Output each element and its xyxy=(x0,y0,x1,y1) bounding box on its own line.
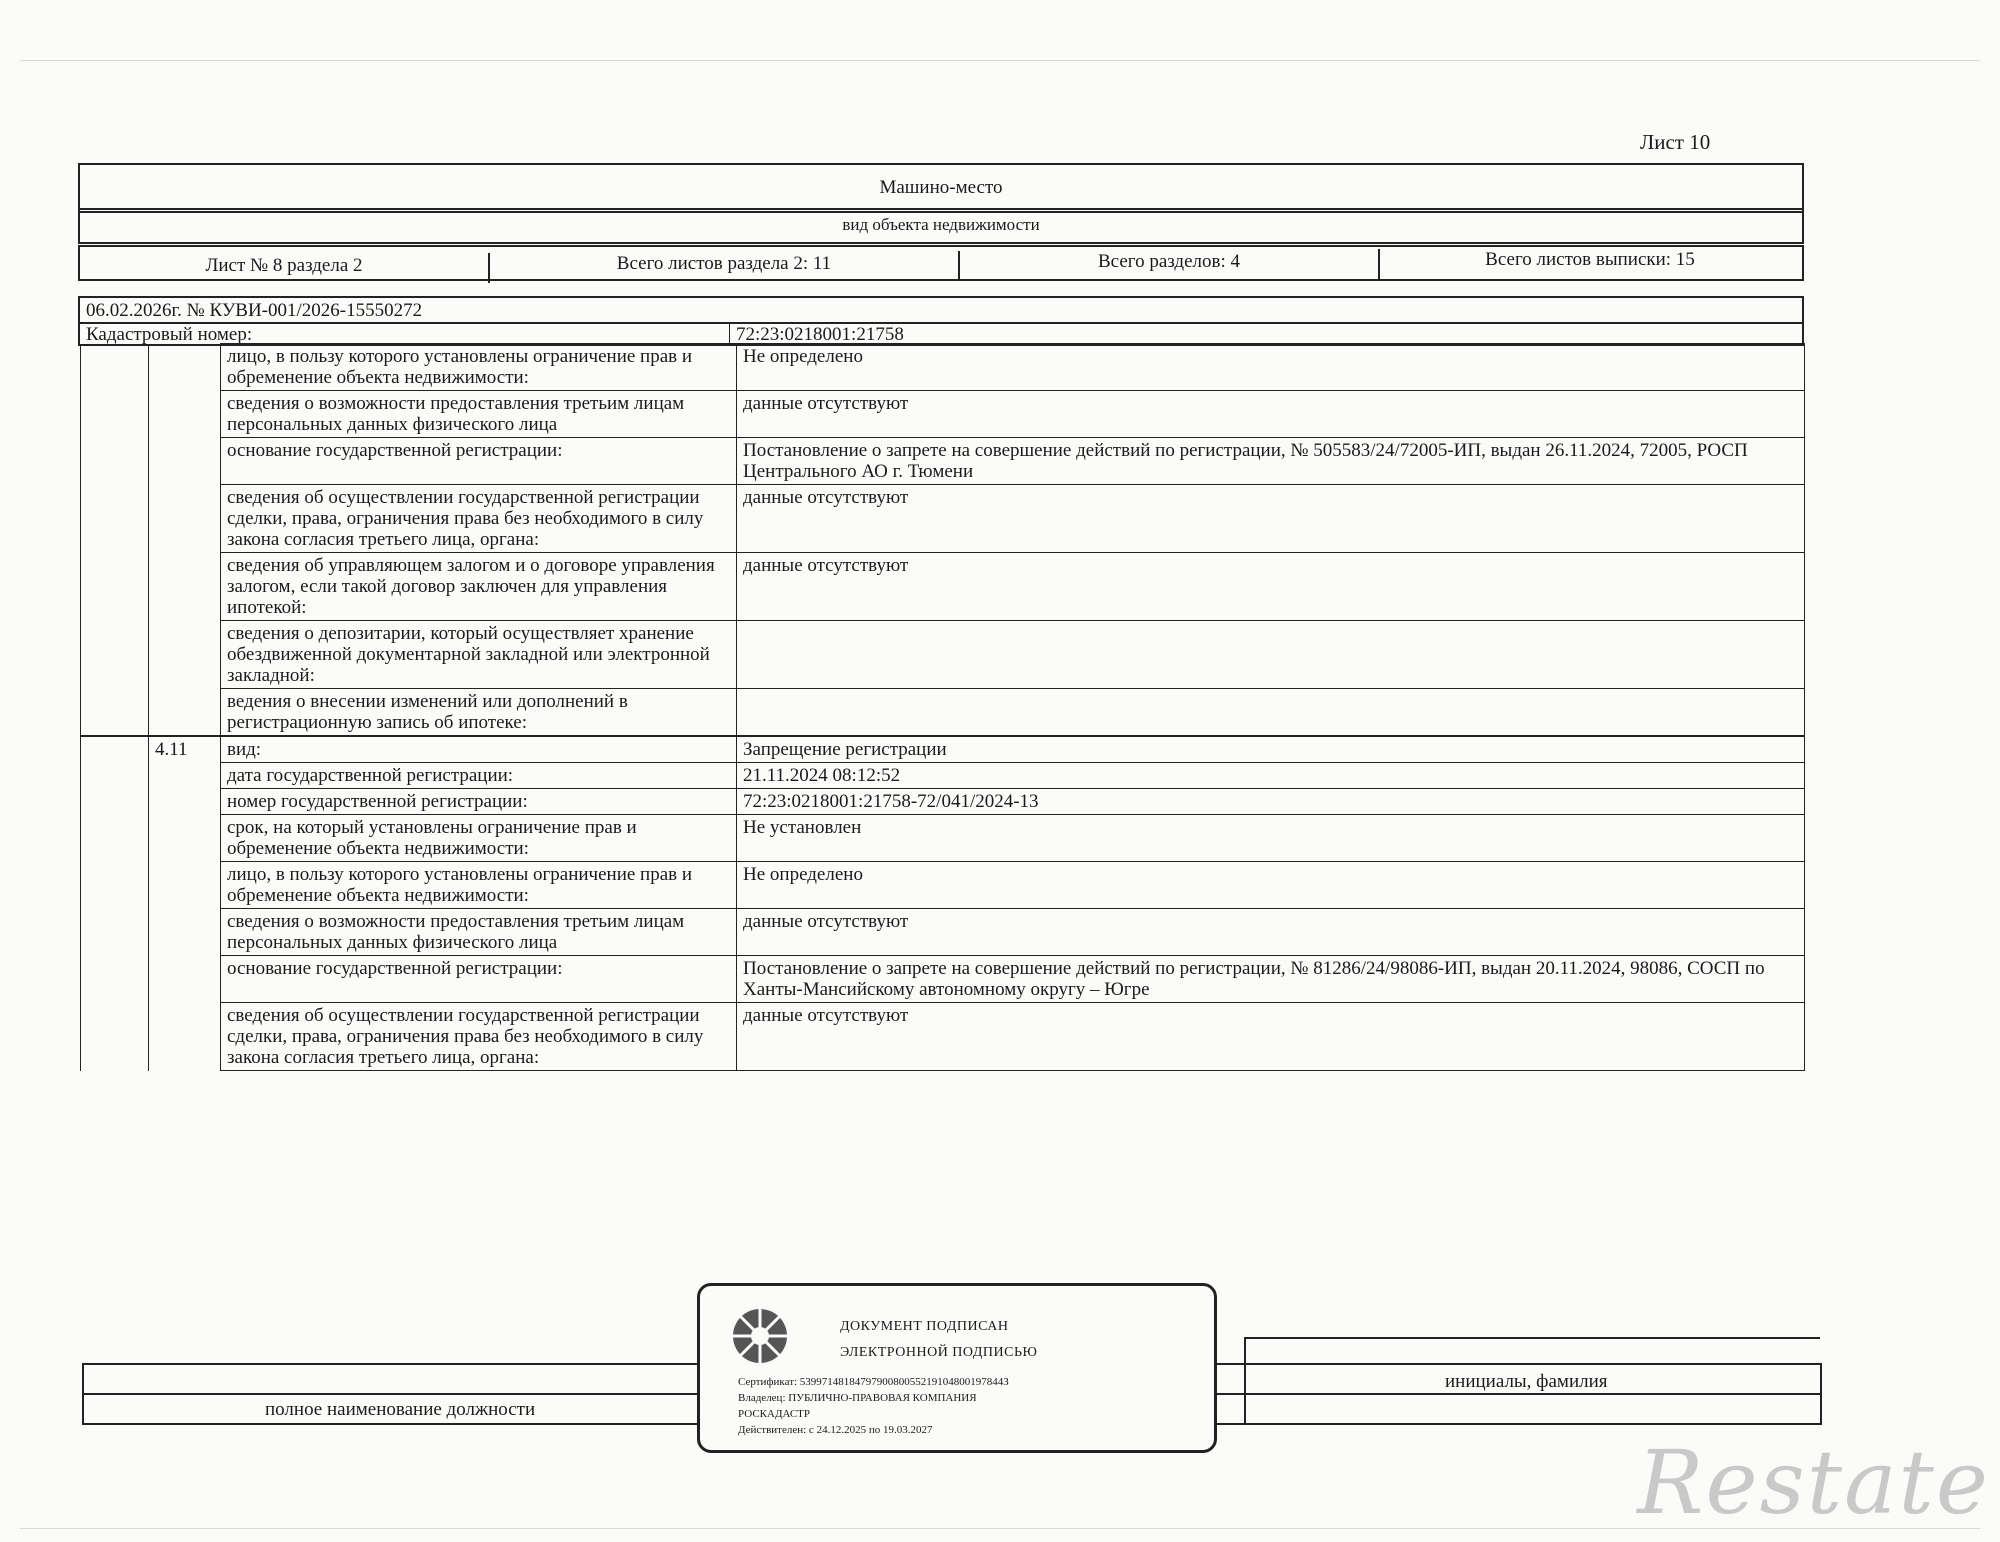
stamp-validity: Действителен: с 24.12.2025 по 19.03.2027 xyxy=(738,1424,933,1436)
table-row xyxy=(81,689,1805,737)
row-number xyxy=(149,438,221,485)
row-label: сведения о депозитарии, который осуществляет хранение обездвиженной документарной закладной или электронной закладной: xyxy=(221,621,737,689)
row-label: вид: xyxy=(221,736,737,763)
row-label: дата государственной регистрации: xyxy=(221,763,737,789)
row-margin xyxy=(81,763,149,789)
table-row xyxy=(81,862,1805,909)
table-row xyxy=(81,391,1805,438)
row-margin xyxy=(81,391,149,438)
initials-caption: инициалы, фамилия xyxy=(1445,1371,1608,1392)
table-row xyxy=(81,736,1805,763)
row-margin xyxy=(81,553,149,621)
row-label: основание государственной регистрации: xyxy=(221,956,737,1003)
row-number xyxy=(149,789,221,815)
row-margin xyxy=(81,956,149,1003)
position-caption: полное наименование должности xyxy=(265,1399,536,1420)
stamp-owner: Владелец: ПУБЛИЧНО-ПРАВОВАЯ КОМПАНИЯ РОСКАДАСТР xyxy=(738,1392,977,1420)
row-label: ведения о внесении изменений или дополнений в регистрационную запись об ипотеке: xyxy=(221,689,737,737)
row-value: данные отсутствуют xyxy=(737,1003,1805,1071)
row-value: Не определено xyxy=(737,862,1805,909)
row-label: лицо, в пользу которого установлены ограничение прав и обременение объекта недвижимости: xyxy=(221,862,737,909)
stamp-title xyxy=(840,1314,1037,1366)
row-number xyxy=(149,956,221,1003)
row-value: 72:23:0218001:21758-72/041/2024-13 xyxy=(737,789,1805,815)
row-margin xyxy=(81,689,149,737)
electronic-signature-stamp xyxy=(697,1283,1217,1453)
row-margin xyxy=(81,815,149,862)
roskadastr-emblem-icon xyxy=(730,1306,790,1366)
row-value: данные отсутствуют xyxy=(737,909,1805,956)
stamp-line1: ДОКУМЕНТ ПОДПИСАН xyxy=(840,1319,1009,1334)
table-row xyxy=(81,621,1805,689)
row-margin xyxy=(81,736,149,763)
total-section-sheets: Всего листов раздела 2: 11 xyxy=(490,251,960,281)
cadastral-label: Кадастровый номер: xyxy=(80,322,730,346)
row-margin xyxy=(81,344,149,391)
row-number xyxy=(149,815,221,862)
object-caption-box xyxy=(78,208,1804,244)
row-margin xyxy=(81,789,149,815)
row-number: 4.11 xyxy=(149,736,221,763)
table-row xyxy=(81,909,1805,956)
row-margin xyxy=(81,909,149,956)
table-row xyxy=(81,956,1805,1003)
row-value: Постановление о запрете на совершение действий по регистрации, № 505583/24/72005-ИП, выдан 26.11.2024, 72005, РОСП Центрального АО г. Тюмени xyxy=(737,438,1805,485)
restate-watermark: Restate xyxy=(1637,1431,1990,1534)
row-number xyxy=(149,344,221,391)
row-label: сведения об осуществлении государственной регистрации сделки, права, ограничения права без необходимого в силу закона согласия третьего лица, органа: xyxy=(221,1003,737,1071)
stamp-certificate: Сертификат: 5399714818479790080055219104800197844З xyxy=(738,1376,1009,1388)
row-margin xyxy=(81,621,149,689)
row-number xyxy=(149,763,221,789)
table-row xyxy=(81,789,1805,815)
object-type-box xyxy=(78,163,1804,213)
cadastral-value: 72:23:0218001:21758 xyxy=(736,324,904,345)
row-value xyxy=(737,689,1805,737)
row-label: лицо, в пользу которого установлены ограничение прав и обременение объекта недвижимости: xyxy=(221,344,737,391)
table-row xyxy=(81,438,1805,485)
row-margin xyxy=(81,438,149,485)
object-name: Машино-место xyxy=(879,177,1003,198)
row-number xyxy=(149,391,221,438)
table-row xyxy=(81,485,1805,553)
table-row xyxy=(81,344,1805,391)
row-label: основание государственной регистрации: xyxy=(221,438,737,485)
row-number xyxy=(149,553,221,621)
row-value: данные отсутствуют xyxy=(737,485,1805,553)
row-value: данные отсутствуют xyxy=(737,553,1805,621)
row-number xyxy=(149,621,221,689)
table-row xyxy=(81,763,1805,789)
row-value: Постановление о запрете на совершение действий по регистрации, № 81286/24/98086-ИП, выдан 20.11.2024, 98086, СОСП по Ханты-Мансийскому автономному округу – Югре xyxy=(737,956,1805,1003)
row-label: сведения о возможности предоставления третьим лицам персональных данных физического лица xyxy=(221,391,737,438)
total-extract-sheets: Всего листов выписки: 15 xyxy=(1485,249,1695,270)
row-margin xyxy=(81,485,149,553)
sheet-info-row xyxy=(78,245,1804,281)
row-margin xyxy=(81,862,149,909)
row-margin xyxy=(81,1003,149,1071)
row-number xyxy=(149,1003,221,1071)
row-value: 21.11.2024 08:12:52 xyxy=(737,763,1805,789)
row-number xyxy=(149,689,221,737)
total-sections: Всего разделов: 4 xyxy=(960,249,1380,279)
row-label: номер государственной регистрации: xyxy=(221,789,737,815)
sheet-number: Лист 10 xyxy=(1640,130,1711,154)
sheet-of-section: Лист № 8 раздела 2 xyxy=(80,253,490,283)
row-label: сведения об осуществлении государственной регистрации сделки, права, ограничения права без необходимого в силу закона согласия третьего лица, органа: xyxy=(221,485,737,553)
row-value: Не установлен xyxy=(737,815,1805,862)
date-number: 06.02.2026г. № КУВИ-001/2026-15550272 xyxy=(86,300,423,321)
row-number xyxy=(149,862,221,909)
table-row xyxy=(81,553,1805,621)
stamp-details xyxy=(738,1374,1178,1438)
row-label: сведения о возможности предоставления третьим лицам персональных данных физического лица xyxy=(221,909,737,956)
stamp-line2: ЭЛЕКТРОННОЙ ПОДПИСЬЮ xyxy=(840,1345,1038,1360)
row-number xyxy=(149,485,221,553)
row-number xyxy=(149,909,221,956)
date-number-row xyxy=(78,296,1804,324)
object-caption: вид объекта недвижимости xyxy=(842,215,1040,234)
table-row xyxy=(81,1003,1805,1071)
table-row xyxy=(81,815,1805,862)
scan-artifact-line xyxy=(20,60,1980,61)
row-label: сведения об управляющем залогом и о договоре управления залогом, если такой договор заключен для управления ипотекой: xyxy=(221,553,737,621)
row-label: срок, на который установлены ограничение прав и обременение объекта недвижимости: xyxy=(221,815,737,862)
row-value: Запрещение регистрации xyxy=(737,736,1805,763)
row-value: данные отсутствуют xyxy=(737,391,1805,438)
row-value: Не определено xyxy=(737,344,1805,391)
registration-records-table xyxy=(80,343,1805,1071)
row-value xyxy=(737,621,1805,689)
